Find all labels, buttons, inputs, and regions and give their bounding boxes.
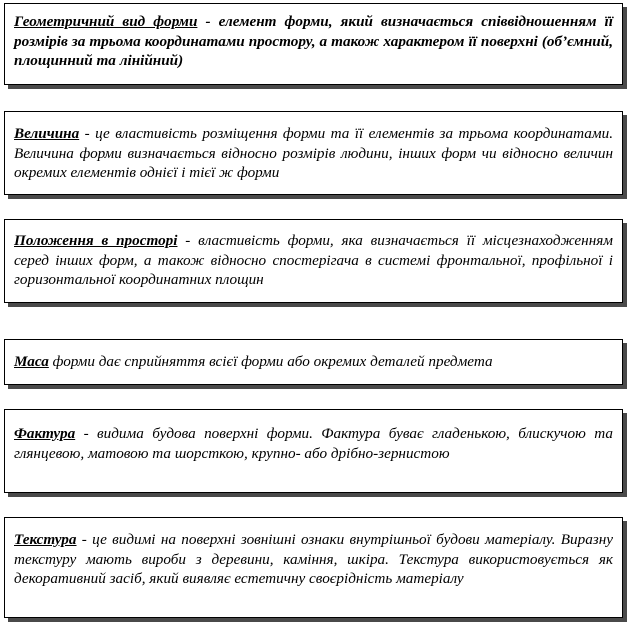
definition-box-facture xyxy=(4,409,623,493)
definition-term: Текстура xyxy=(14,531,77,548)
definition-text: форми дає сприйняття всієї форми або окремих деталей предмета xyxy=(48,353,493,370)
definition-box-position-in-space xyxy=(4,219,623,303)
definition-text: - це властивість розміщення форми та її елементів за трьома координатами. Величина форми визначається відносно розмірів людини, інших форм чи відносно величин окремих елементів однієї і тієї ж форми xyxy=(14,125,613,181)
definition-box-geometric-form xyxy=(4,3,623,85)
definition-term: Положення в просторі xyxy=(14,232,178,249)
definition-text: - це видимі на поверхні зовнішні ознаки внутрішньої будови матеріалу. Виразну текстуру мають вироби з деревини, каміння, шкіра. Текстура використовується як декоративний засіб, який виявляє естетичну своєрідність матеріалу xyxy=(14,531,613,587)
definition-term: Геометричний вид форми xyxy=(14,13,198,30)
definition-term: Маса xyxy=(14,353,49,370)
definition-box-mass xyxy=(4,339,623,385)
definition-text: - видима будова поверхні форми. Фактура буває гладенькою, блискучою та глянцевою, матовою та шорсткою, крупно- або дрібно-зернистою xyxy=(14,425,613,462)
definition-box-texture xyxy=(4,517,623,618)
definition-term: Фактура xyxy=(14,425,76,442)
definition-text: - властивість форми, яка визначається її місцезнаходженням серед інших форм, а також відносно спостерігача в системі фронтальної, профільної і горизонтальної координатних площин xyxy=(14,232,613,288)
definition-text: - елемент форми, який визначається співвідношенням її розмірів за трьома координатами простору, а також характером її поверхні (об’ємний, площинний та лінійний) xyxy=(14,13,613,69)
definition-term: Величина xyxy=(14,125,80,142)
definition-box-size xyxy=(4,111,623,195)
